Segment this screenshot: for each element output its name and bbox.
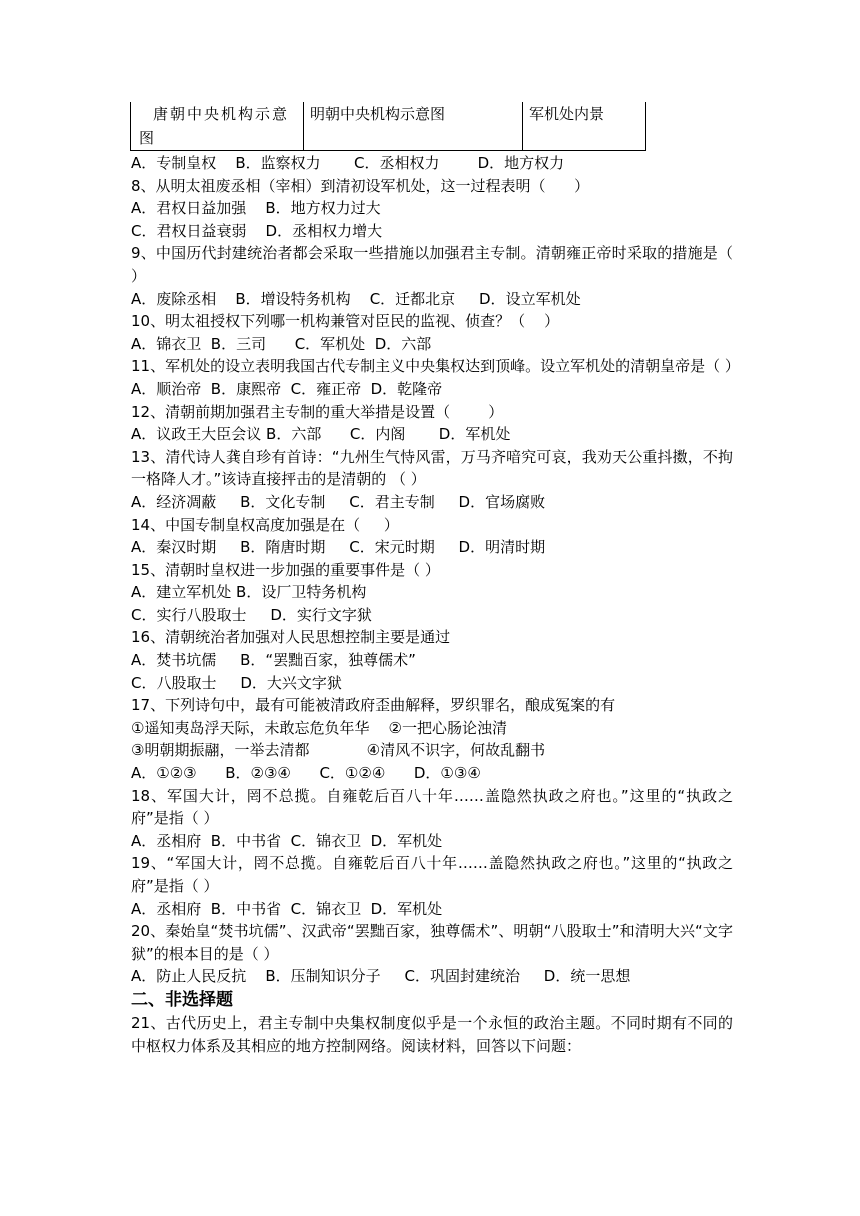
q8-stem: 8、从明太祖废丞相（宰相）到清初设军机处，这一过程表明（ ） — [131, 176, 590, 195]
q9-options: A．废除丞相 B．增设特务机构 C．迁都北京 D．设立军机处 — [131, 289, 581, 308]
caption-ming-diagram: 明朝中央机构示意图 — [304, 102, 523, 151]
q11-options: A．顺治帝 B．康熙帝 C．雍正帝 D．乾隆帝 — [131, 379, 443, 398]
q13-options: A．经济凋蔽 B．文化专制 C．君主专制 D．官场腐败 — [131, 492, 546, 511]
q10-stem: 10、明太祖授权下列哪一机构兼管对臣民的监视、侦查？（ ） — [131, 312, 560, 331]
q14-options: A．秦汉时期 B．隋唐时期 C．宋元时期 D．明清时期 — [131, 538, 546, 557]
q7-options: A．专制皇权 B．监察权力 C．丞相权力 D．地方权力 — [131, 154, 565, 172]
q10-options: A．锦衣卫 B．三司 C．军机处 D．六部 — [131, 334, 432, 353]
q13-stem: 13、清代诗人龚自珍有首诗：“九州生气恃风雷，万马齐喑究可哀，我劝天公重抖擞，不拘一格降人才。”该诗直接抨击的是清朝的 （ ） — [131, 447, 733, 489]
figure-caption-table — [130, 102, 646, 151]
q11-stem: 11、军机处的设立表明我国古代专制主义中央集权达到顶峰。设立军机处的清朝皇帝是（ ） — [131, 357, 740, 376]
q20-options: A．防止人民反抗 B．压制知识分子 C．巩固封建统治 D．统一思想 — [131, 967, 631, 986]
q17-stem: 17、下列诗句中，最有可能被清政府歪曲解释，罗织罪名，酿成冤案的有 — [131, 696, 616, 715]
q19-stem: 19、“军国大计，罔不总揽。自雍乾后百八十年……盖隐然执政之府也。”这里的“执政之府”是指（ ） — [131, 854, 733, 895]
caption-tang-diagram: 唐朝中央机构示意图 — [131, 102, 304, 151]
q8-options-ab: A．君权日益加强 B．地方权力过大 — [131, 199, 381, 218]
q12-options: A．议政王大臣会议 B．六部 C．内阁 D．军机处 — [131, 425, 511, 444]
q16-stem: 16、清朝统治者加强对人民思想控制主要是通过 — [131, 628, 451, 647]
q15-stem: 15、清朝时皇权进一步加强的重要事件是（ ） — [131, 560, 440, 579]
q16-options-cd: C．八股取士 D．大兴文字狱 — [131, 673, 342, 692]
q15-options-ab: A．建立军机处 B．设厂卫特务机构 — [131, 583, 367, 602]
q17-options: A．①②③ B．②③④ C．①②④ D．①③④ — [131, 764, 481, 783]
section-title: 二、非选择题 — [131, 989, 233, 1010]
q16-options-ab: A．焚书坑儒 B．“罢黜百家，独尊儒术” — [131, 651, 416, 670]
q12-stem: 12、清朝前期加强君主专制的重大举措是设置（ ） — [131, 402, 504, 421]
q8-options-cd: C．君权日益衰弱 D．丞相权力增大 — [131, 221, 383, 240]
q20-stem: 20、秦始皇“焚书坑儒”、汉武帝“罢黜百家，独尊儒术”、明朝“八股取士”和清明大兴“文字狱”的根本目的是（ ） — [131, 922, 733, 963]
q18-options: A．丞相府 B．中书省 C．锦衣卫 D．军机处 — [131, 831, 443, 850]
q17-verses-12: ①遥知夷岛浮天际，未敢忘危负年华 ②一把心肠论浊清 — [131, 718, 507, 737]
q14-stem: 14、中国专制皇权高度加强是在（ ） — [131, 515, 399, 534]
q18-stem: 18、军国大计，罔不总揽。自雍乾后百八十年……盖隐然执政之府也。”这里的“执政之府”是指（ ） — [131, 786, 733, 828]
q17-verses-34: ③明朝期振翮，一举去清都 ④清风不识字，何故乱翻书 — [131, 741, 546, 760]
caption-junjichu-photo: 军机处内景 — [523, 102, 646, 151]
q21-stem: 21、古代历史上，君主专制中央集权制度似乎是一个永恒的政治主题。不同时期有不同的中枢权力体系及其相应的地方控制网络。阅读材料，回答以下问题： — [131, 1013, 733, 1055]
q15-options-cd: C．实行八股取士 D．实行文字狱 — [131, 605, 372, 624]
question-content — [131, 152, 740, 1057]
q19-options: A．丞相府 B．中书省 C．锦衣卫 D．军机处 — [131, 899, 443, 918]
q9-stem: 9、中国历代封建统治者都会采取一些措施以加强君主专制。清朝雍正帝时采取的措施是（ ） — [131, 244, 733, 285]
